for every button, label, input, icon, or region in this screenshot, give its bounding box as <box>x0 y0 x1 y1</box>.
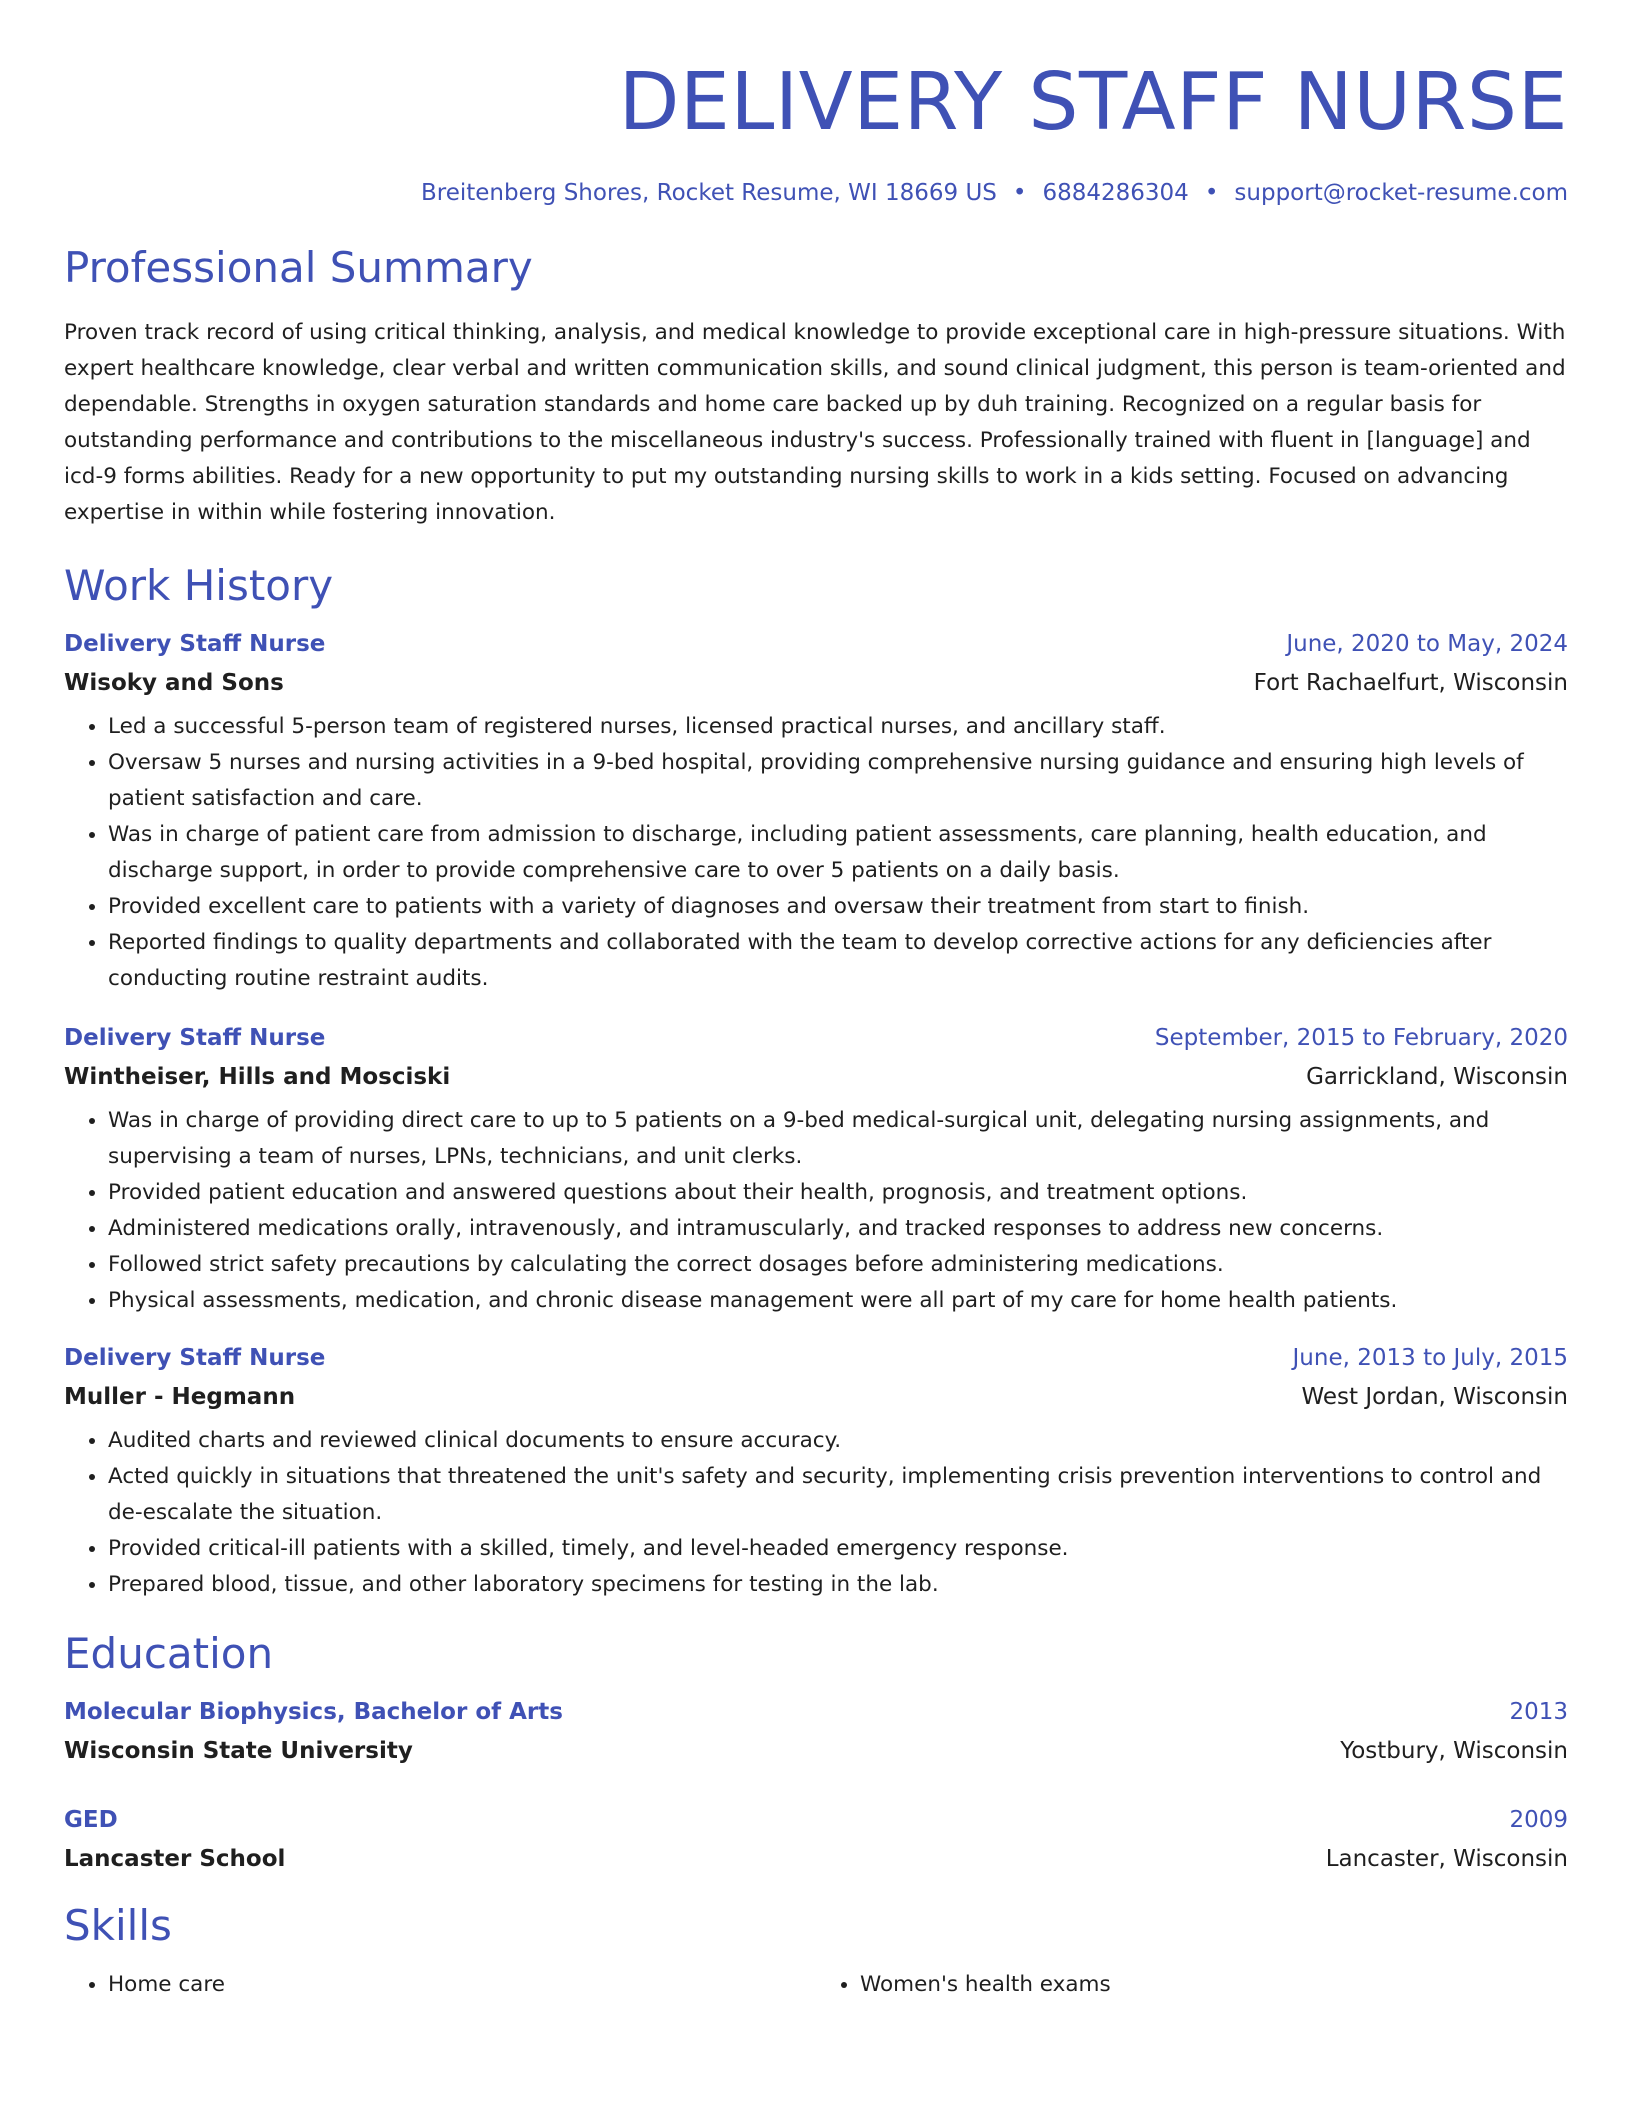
section-title-skills: Skills <box>64 1901 172 1950</box>
job-location: Fort Rachaelfurt, Wisconsin <box>1253 670 1568 696</box>
education-degree: GED <box>64 1807 118 1833</box>
section-title-summary: Professional Summary <box>64 243 533 292</box>
job-entry <box>64 633 1568 997</box>
job-bullets <box>64 709 1568 997</box>
education-degree: Molecular Biophysics, Bachelor of Arts <box>64 1699 563 1725</box>
job-header-row <box>64 1347 1568 1370</box>
education-location: Yostbury, Wisconsin <box>1340 1738 1568 1764</box>
list-item: • Led a successful 5-person team of registered nurses, licensed practical nurses, and ancillary staff. <box>108 709 1568 745</box>
job-company: Muller - Hegmann <box>64 1384 296 1410</box>
list-item: • Followed strict safety precautions by calculating the correct dosages before administering medications. <box>108 1247 1568 1283</box>
contact-separator: • <box>1012 180 1027 206</box>
education-school-row <box>64 1740 1568 1763</box>
skills-right-column <box>816 1967 1568 2003</box>
job-dates: June, 2013 to July, 2015 <box>1292 1345 1568 1371</box>
list-item: • Provided excellent care to patients with a variety of diagnoses and oversaw their treatment from start to finish. <box>108 889 1568 925</box>
education-school-row <box>64 1848 1568 1871</box>
list-item: • Oversaw 5 nurses and nursing activities in a 9-bed hospital, providing comprehensive nursing guidance and ensuring high levels of patient satisfaction and care. <box>108 745 1568 817</box>
skills-left-column <box>64 1967 816 2003</box>
education-year: 2009 <box>1509 1807 1568 1833</box>
job-dates: June, 2020 to May, 2024 <box>1286 631 1568 657</box>
job-header-row <box>64 1027 1568 1050</box>
contact-separator: • <box>1204 180 1219 206</box>
job-entry <box>64 1347 1568 1603</box>
contact-line <box>64 182 1568 205</box>
list-item: • Administered medications orally, intravenously, and intramuscularly, and tracked responses to address new concerns. <box>108 1211 1568 1247</box>
education-header-row <box>64 1701 1568 1724</box>
list-item: • Was in charge of providing direct care to up to 5 patients on a 9-bed medical-surgical unit, delegating nursing assignments, and supervising a team of nurses, LPNs, technicians, and unit clerks. <box>108 1103 1568 1175</box>
education-year: 2013 <box>1509 1699 1568 1725</box>
job-entry <box>64 1027 1568 1319</box>
list-item: • Physical assessments, medication, and chronic disease management were all part of my care for home health patients. <box>108 1283 1568 1319</box>
resume-name: DELIVERY STAFF NURSE <box>618 56 1568 148</box>
summary-text: Proven track record of using critical thinking, analysis, and medical knowledge to provide exceptional care in high-pressure situations. With expert healthcare knowledge, clear verbal and written communication skills, and sound clinical judgment, this person is team-oriented and dependable. Strengths in oxygen saturation standards and home care backed up by duh training. Recognized on a regular basis for outstanding performance and contributions to the miscellaneous industry's success. Professionally trained with fluent in [language] and icd-9 forms abilities. Ready for a new opportunity to put my outstanding nursing skills to work in a kids setting. Focused on advancing expertise in within while fostering innovation. <box>64 320 1566 525</box>
job-company: Wisoky and Sons <box>64 670 284 696</box>
education-location: Lancaster, Wisconsin <box>1325 1846 1568 1872</box>
list-item: • Was in charge of patient care from admission to discharge, including patient assessments, care planning, health education, and discharge support, in order to provide comprehensive care to over 5 patients on a daily basis. <box>108 817 1568 889</box>
job-company-row <box>64 1066 1568 1089</box>
list-item: • Audited charts and reviewed clinical documents to ensure accuracy. <box>108 1423 1568 1459</box>
job-title: Delivery Staff Nurse <box>64 1025 326 1051</box>
contact-phone: 6884286304 <box>1042 180 1189 206</box>
job-location: Garrickland, Wisconsin <box>1306 1064 1568 1090</box>
job-location: West Jordan, Wisconsin <box>1301 1384 1568 1410</box>
job-dates: September, 2015 to February, 2020 <box>1154 1025 1568 1051</box>
job-bullets <box>64 1103 1568 1319</box>
education-entry <box>64 1701 1568 1763</box>
contact-address: Breitenberg Shores, Rocket Resume, WI 18669 US <box>420 180 997 206</box>
job-title: Delivery Staff Nurse <box>64 1345 326 1371</box>
job-company-row <box>64 1386 1568 1409</box>
list-item: • Reported findings to quality departments and collaborated with the team to develop corrective actions for any deficiencies after conducting routine restraint audits. <box>108 925 1568 997</box>
list-item: • Provided critical-ill patients with a skilled, timely, and level-headed emergency response. <box>108 1531 1568 1567</box>
skill-item: • Women's health exams <box>860 1967 1568 2003</box>
contact-email: support@rocket-resume.com <box>1234 180 1568 206</box>
education-entry <box>64 1809 1568 1871</box>
education-school: Lancaster School <box>64 1846 286 1872</box>
education-header-row <box>64 1809 1568 1832</box>
skill-item: • Home care <box>108 1967 816 2003</box>
list-item: • Prepared blood, tissue, and other laboratory specimens for testing in the lab. <box>108 1567 1568 1603</box>
job-company-row <box>64 672 1568 695</box>
list-item: • Provided patient education and answered questions about their health, prognosis, and treatment options. <box>108 1175 1568 1211</box>
education-school: Wisconsin State University <box>64 1738 413 1764</box>
section-title-education: Education <box>64 1629 274 1678</box>
list-item: • Acted quickly in situations that threatened the unit's safety and security, implementing crisis prevention interventions to control and de-escalate the situation. <box>108 1459 1568 1531</box>
job-title: Delivery Staff Nurse <box>64 631 326 657</box>
skills-columns <box>64 1967 1568 2003</box>
section-title-work-history: Work History <box>64 561 334 610</box>
job-company: Wintheiser, Hills and Mosciski <box>64 1064 451 1090</box>
job-bullets <box>64 1423 1568 1603</box>
job-header-row <box>64 633 1568 656</box>
